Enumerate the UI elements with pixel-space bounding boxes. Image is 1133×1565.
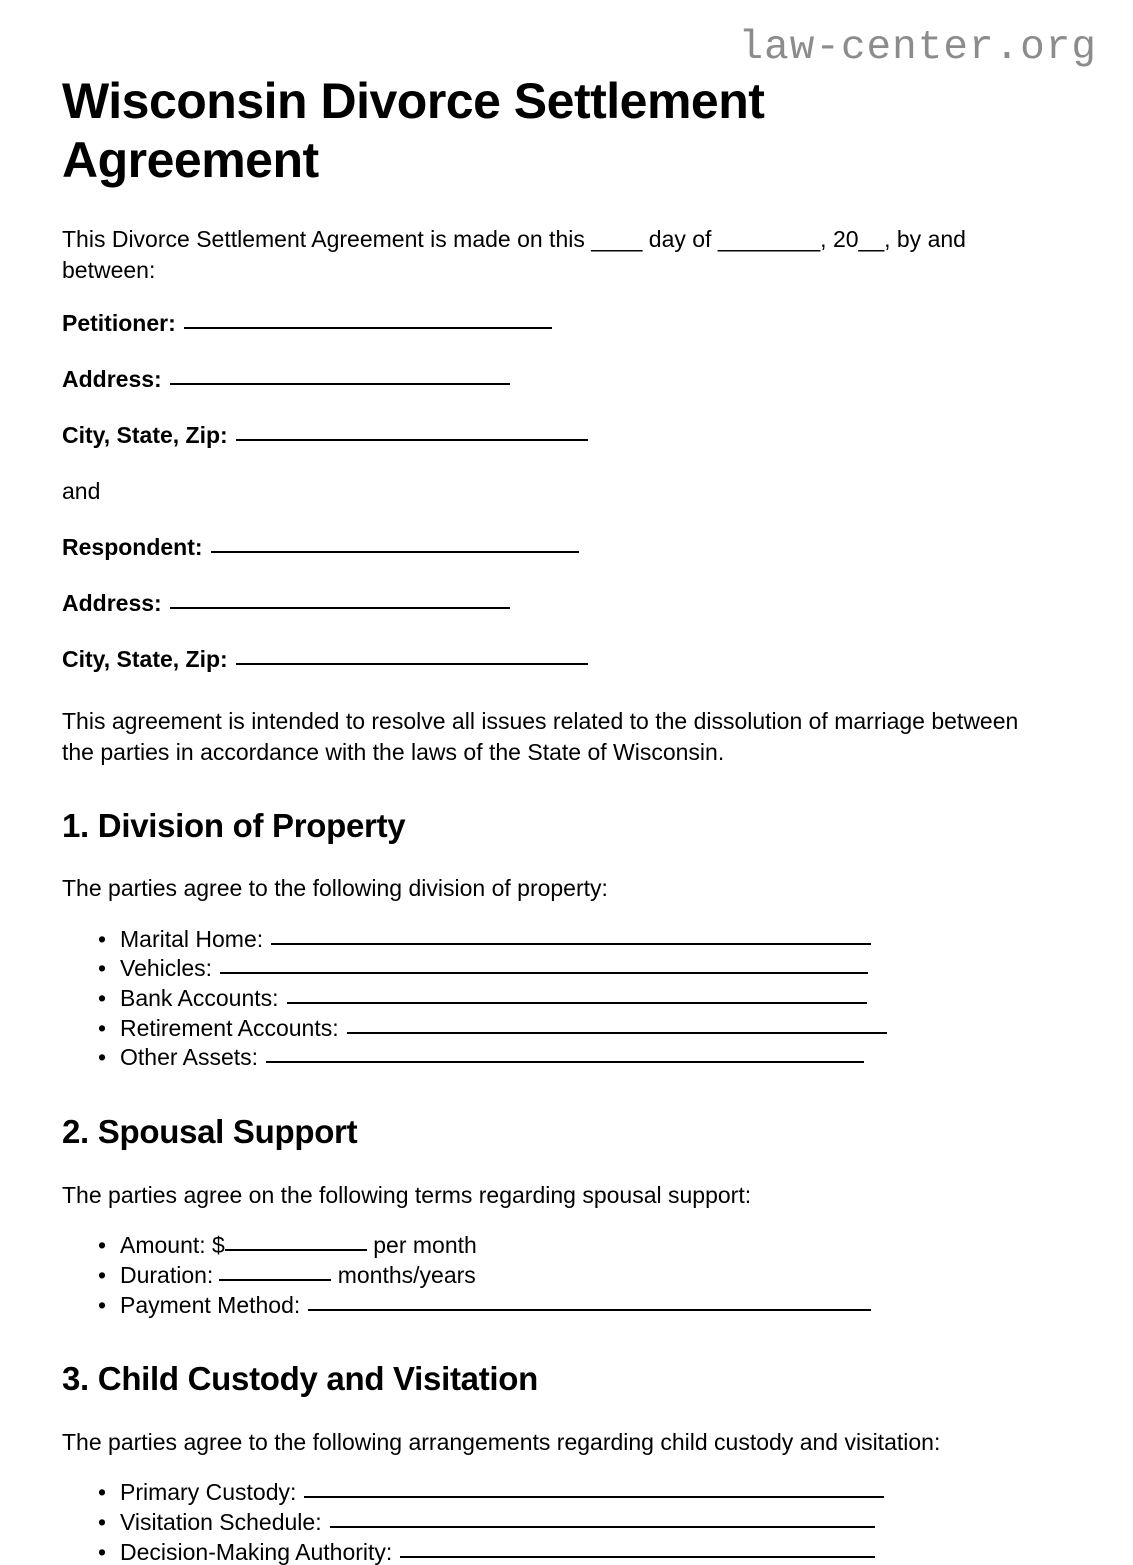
list-item [98, 955, 1071, 982]
page-title: Wisconsin Divorce Settlement Agreement [62, 73, 765, 188]
primary-custody-label: Primary Custody: [120, 1479, 297, 1506]
petitioner-block [62, 309, 1071, 451]
petitioner-address-label: Address: [62, 366, 162, 393]
list-item [98, 926, 1071, 953]
list-item [98, 1044, 1071, 1071]
respondent-address-row [62, 589, 1071, 619]
recital-paragraph: This agreement is intended to resolve all issues related to the dissolution of marriage between the parties in accordance with the laws of the State of Wisconsin. [62, 708, 1019, 765]
support-duration-input[interactable] [219, 1264, 331, 1281]
list-item [98, 1539, 1071, 1565]
section-heading-division-of-property: 1. Division of Property [62, 806, 406, 844]
respondent-city-state-zip-row [62, 645, 1071, 675]
retirement-accounts-input[interactable] [347, 1017, 887, 1034]
petitioner-address-row [62, 365, 1071, 395]
petitioner-name-label: Petitioner: [62, 310, 176, 337]
vehicles-label: Vehicles: [120, 955, 213, 982]
support-amount-label: Amount: $ [120, 1232, 225, 1259]
list-item [98, 1232, 1071, 1259]
bank-accounts-label: Bank Accounts: [120, 985, 279, 1012]
visitation-schedule-label: Visitation Schedule: [120, 1509, 322, 1536]
section-heading-spousal-support: 2. Spousal Support [62, 1113, 358, 1151]
support-duration-suffix: months/years [337, 1261, 476, 1288]
bank-accounts-input[interactable] [287, 987, 867, 1004]
support-amount-suffix: per month [373, 1232, 477, 1259]
petitioner-city-state-zip-input[interactable] [236, 423, 588, 441]
vehicles-input[interactable] [220, 957, 868, 974]
respondent-name-label: Respondent: [62, 533, 203, 560]
marital-home-label: Marital Home: [120, 925, 264, 952]
list-item [98, 1479, 1071, 1506]
decision-making-authority-label: Decision-Making Authority: [120, 1538, 393, 1565]
respondent-city-state-zip-label: City, State, Zip: [62, 645, 228, 672]
petitioner-name-input[interactable] [184, 311, 552, 329]
section-lead-spousal-support: The parties agree on the following terms regarding spousal support: [62, 1181, 752, 1208]
respondent-name-row [62, 533, 1071, 563]
respondent-city-state-zip-input[interactable] [236, 647, 588, 665]
list-item [98, 1509, 1071, 1536]
site-watermark: law-center.org [738, 25, 1097, 71]
list-item [98, 985, 1071, 1012]
support-duration-label: Duration: [120, 1261, 214, 1288]
respondent-name-input[interactable] [211, 535, 579, 553]
list-item [98, 1262, 1071, 1289]
petitioner-name-row [62, 309, 1071, 339]
respondent-address-input[interactable] [170, 591, 510, 609]
petitioner-address-input[interactable] [170, 367, 510, 385]
payment-method-input[interactable] [308, 1294, 871, 1311]
other-assets-label: Other Assets: [120, 1044, 259, 1071]
support-amount-input[interactable] [225, 1234, 367, 1251]
section-lead-child-custody-and-visitation: The parties agree to the following arrangements regarding child custody and visitation: [62, 1428, 941, 1455]
primary-custody-input[interactable] [304, 1481, 884, 1498]
division-of-property-list [62, 926, 1071, 1071]
retirement-accounts-label: Retirement Accounts: [120, 1014, 339, 1041]
section-lead-division-of-property: The parties agree to the following division of property: [62, 875, 608, 902]
list-item [98, 1292, 1071, 1319]
respondent-block [62, 533, 1071, 675]
petitioner-city-state-zip-row [62, 421, 1071, 451]
conjunction-and: and [62, 477, 101, 504]
spousal-support-list [62, 1232, 1071, 1318]
intro-paragraph: This Divorce Settlement Agreement is made on this ____ day of ________, 20__, by and between: [62, 226, 966, 283]
other-assets-input[interactable] [266, 1046, 864, 1063]
decision-making-authority-input[interactable] [400, 1541, 875, 1558]
respondent-address-label: Address: [62, 589, 162, 616]
section-heading-child-custody-and-visitation: 3. Child Custody and Visitation [62, 1360, 538, 1398]
petitioner-city-state-zip-label: City, State, Zip: [62, 421, 228, 448]
marital-home-input[interactable] [271, 928, 871, 945]
visitation-schedule-input[interactable] [330, 1511, 875, 1528]
child-custody-list [62, 1479, 1071, 1565]
list-item [98, 1015, 1071, 1042]
payment-method-label: Payment Method: [120, 1291, 301, 1318]
